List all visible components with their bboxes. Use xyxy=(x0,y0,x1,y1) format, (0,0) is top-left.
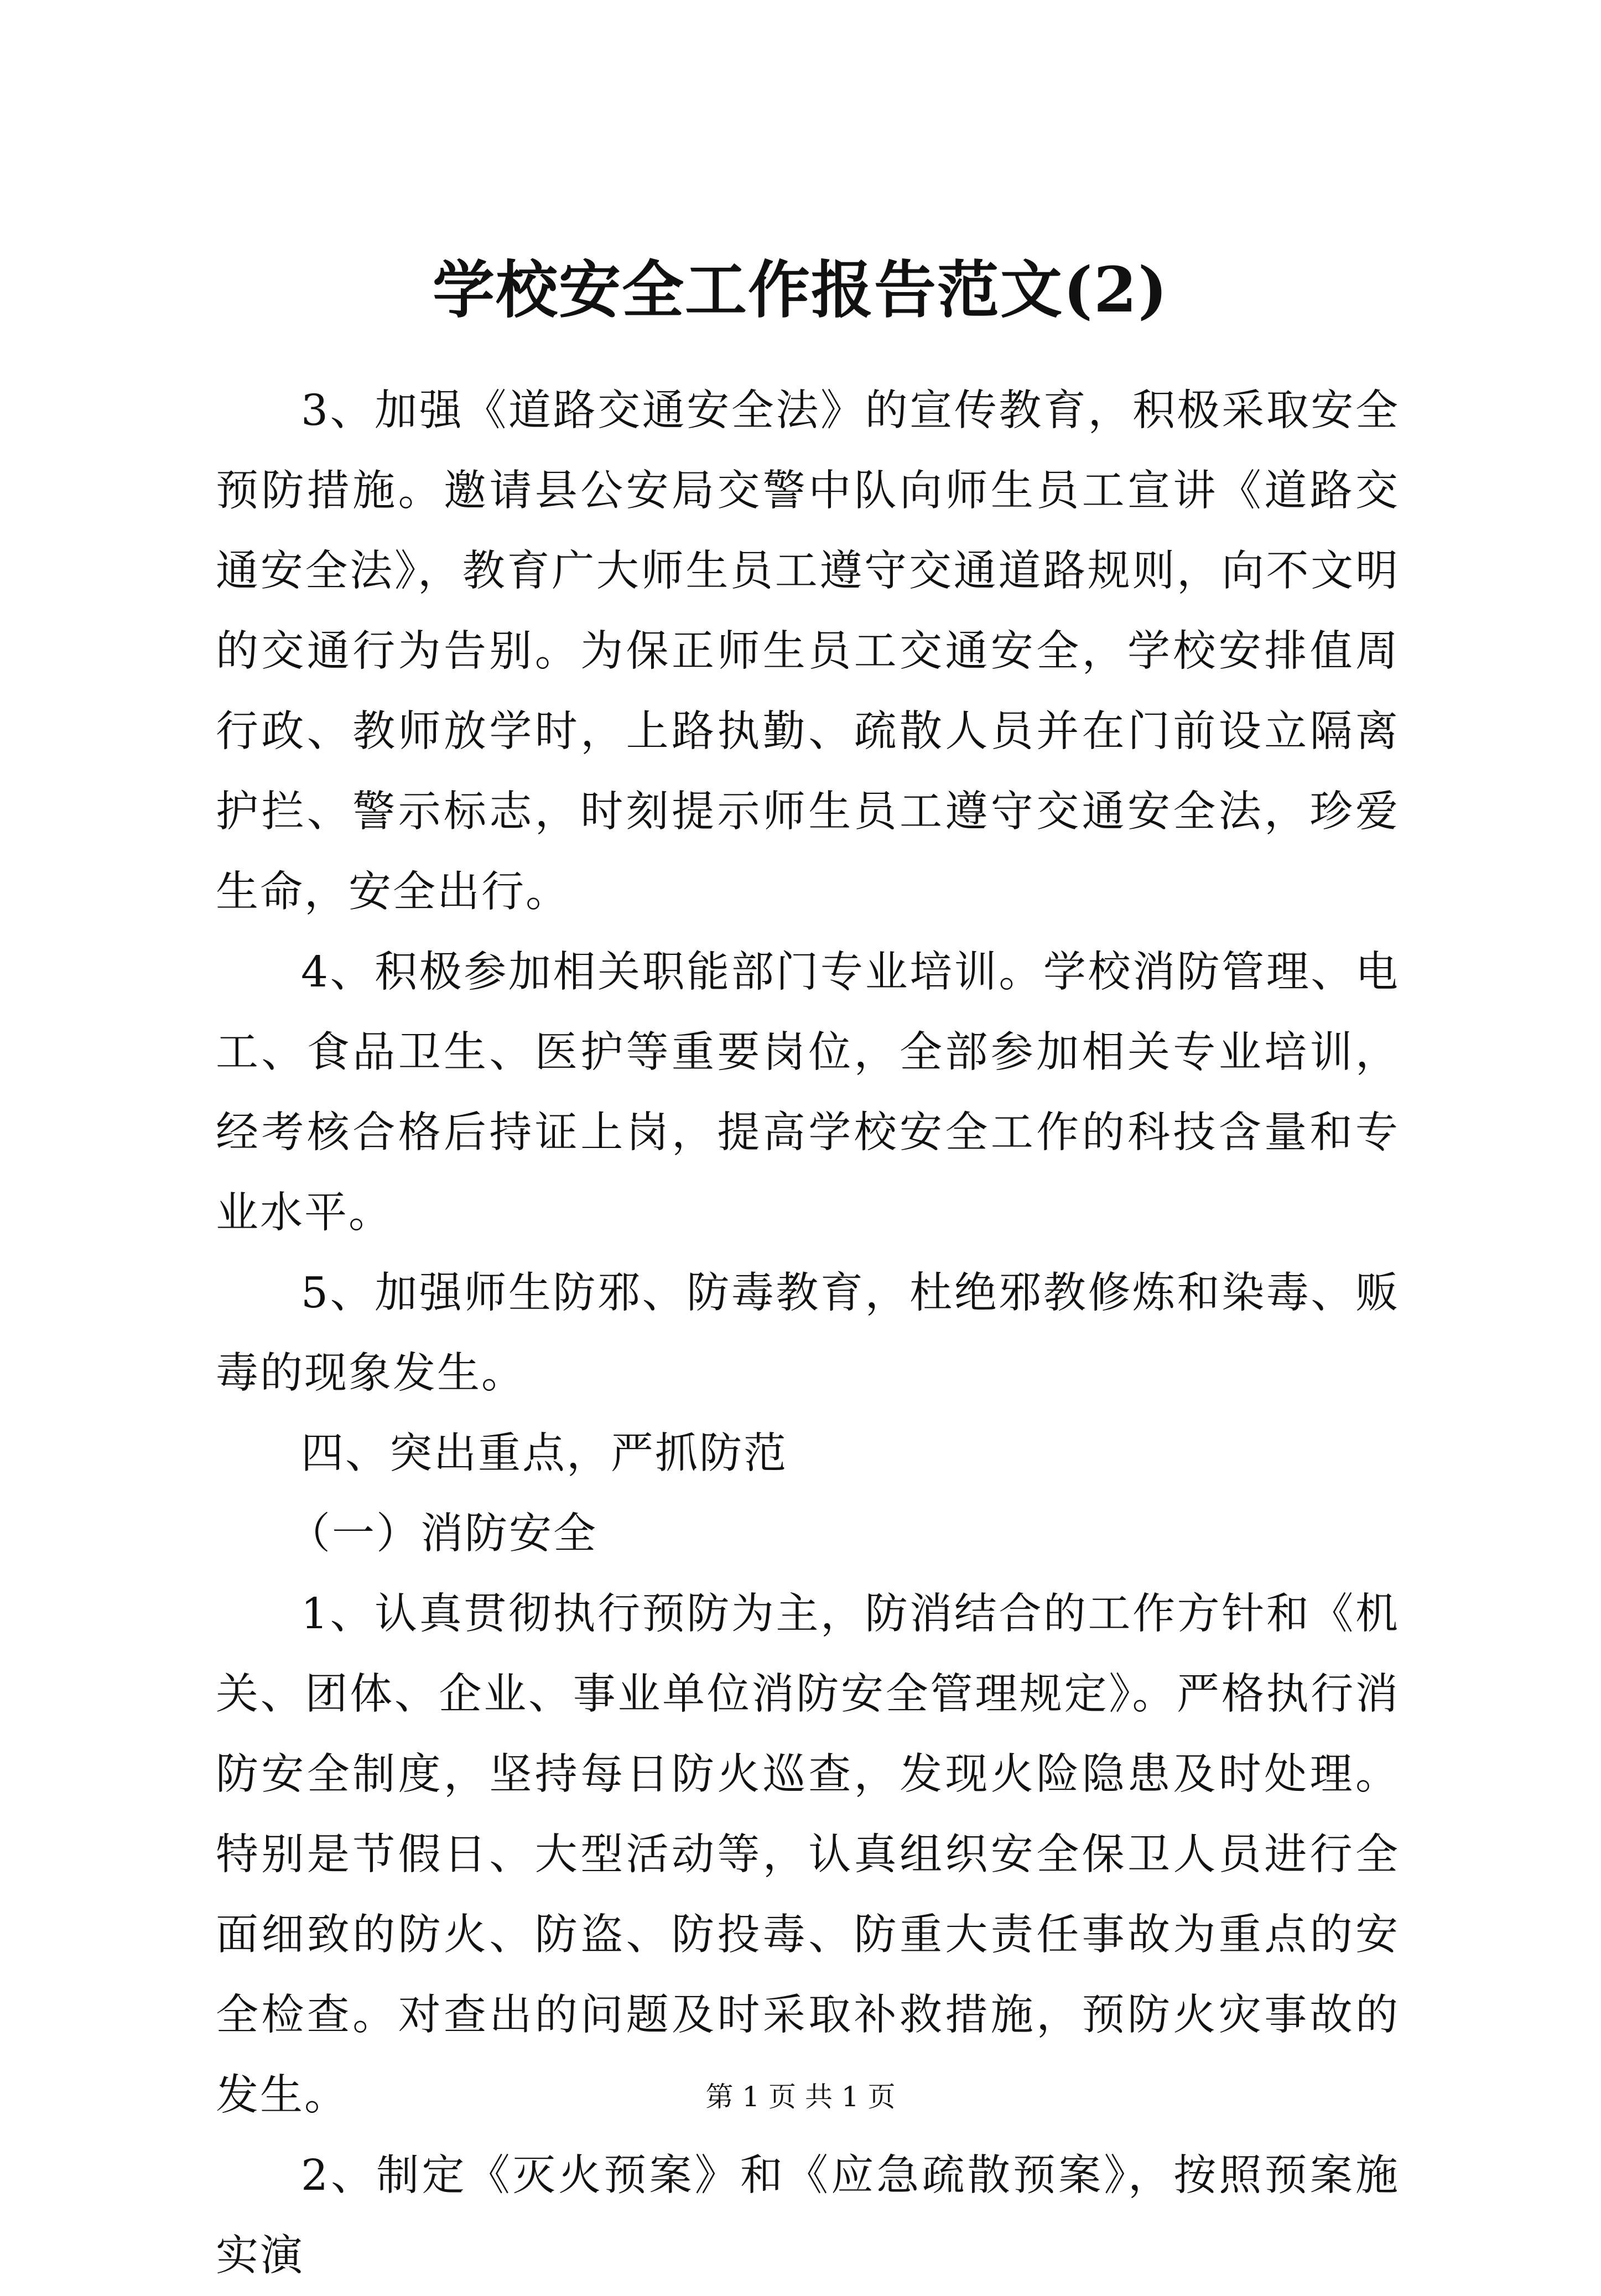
paragraph-2-emergency-plan: 2、制定《灭火预案》和《应急疏散预案》，按照预案施实演 xyxy=(216,2151,1400,2281)
paragraph-4-training: 4、积极参加相关职能部门专业培训。学校消防管理、电工、食品卫生、医护等重要岗位，全部参加相关专业培训，经考核合格后持证上岗，提高学校安全工作的科技含量和专业水平。 xyxy=(216,948,1400,1238)
document-title: 学校安全工作报告范文(2) xyxy=(433,254,1168,326)
paragraph-3-traffic-safety: 3、加强《道路交通安全法》的宣传教育，积极采取安全预防措施。邀请县公安局交警中队向师生员工宣讲《道路交通安全法》，教育广大师生员工遵守交通道路规则，向不文明的交通行为告别。为保正师生员工交通安全，学校安排值周行政、教师放学时，上路执勤、疏散人员并在门前设立隔离护拦、警示标志，时刻提示师生员工遵守交通安全法，珍爱生命，安全出行。 xyxy=(216,386,1400,917)
section-heading: 四、突出重点，严抓防范 xyxy=(301,1429,788,1478)
paragraph-5-anti-drug: 5、加强师生防邪、防毒教育，杜绝邪教修炼和染毒、贩毒的现象发生。 xyxy=(216,1269,1400,1398)
page-footer: 第 1 页 共 1 页 xyxy=(705,2081,896,2113)
document-body xyxy=(216,371,1400,2296)
paragraph-1-fire-prevention: 1、认真贯彻执行预防为主，防消结合的工作方针和《机关、团体、企业、事业单位消防安全管理规定》。严格执行消防安全制度，坚持每日防火巡查，发现火险隐患及时处理。特别是节假日、大型活动等，认真组织安全保卫人员进行全面细致的防火、防盗、防投毒、防重大责任事故为重点的安全检查。对查出的问题及时采取补救措施，预防火灾事故的发生。 xyxy=(216,1589,1400,2120)
subsection-heading: （一）消防安全 xyxy=(288,1509,597,1559)
